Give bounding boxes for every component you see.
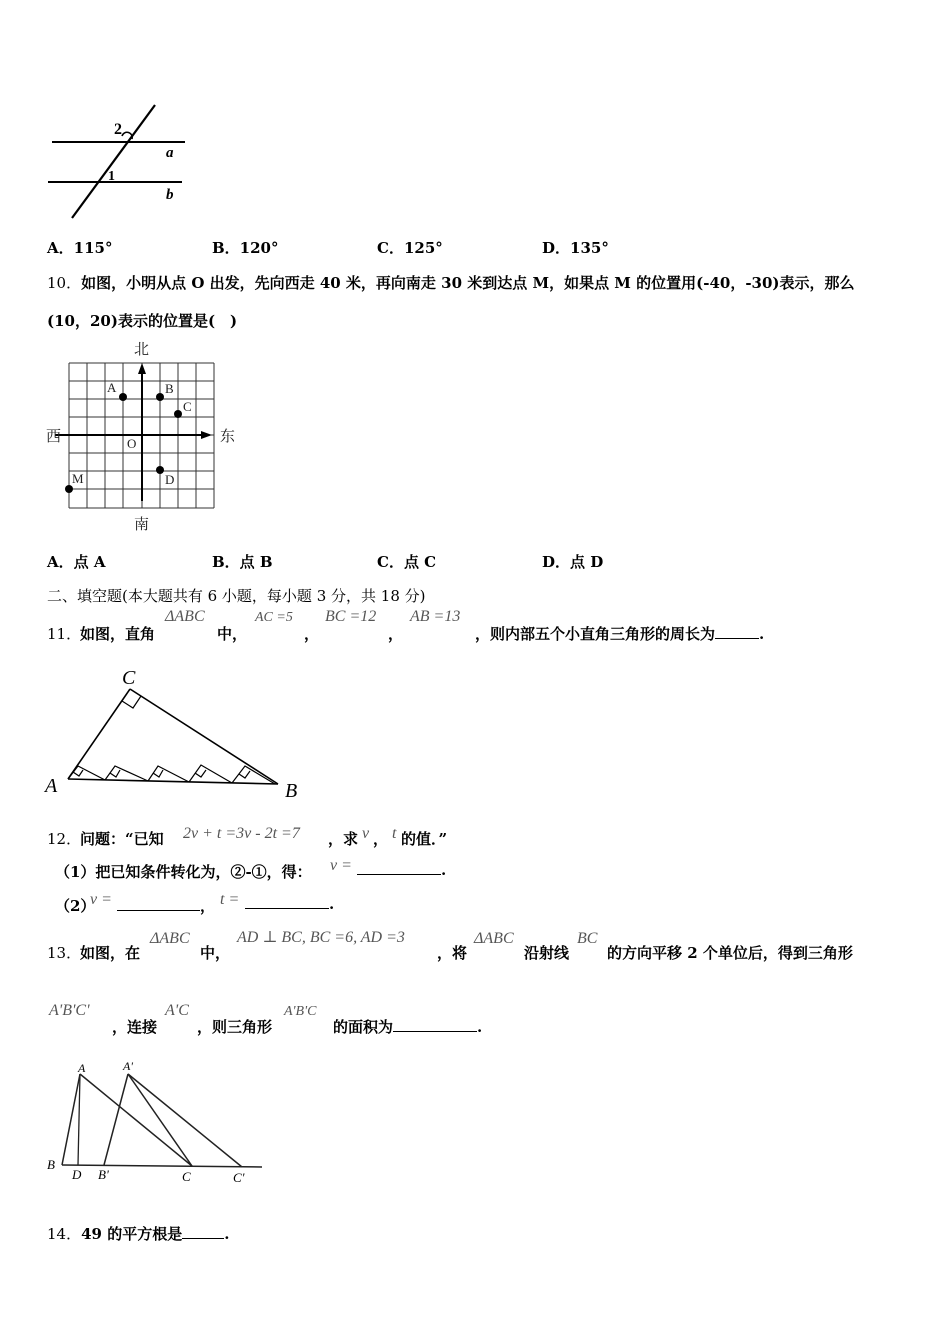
- q13-math-triangle2: ΔABC: [474, 930, 514, 947]
- q13-end: .: [477, 1018, 483, 1036]
- q10-point-m: M: [72, 471, 84, 486]
- q13-math-bc: BC: [577, 930, 598, 947]
- q10-west: 西: [46, 429, 62, 445]
- q10-grid-figure: [40, 336, 250, 536]
- q10-east: 东: [220, 429, 236, 445]
- q14-text: 49 的平方根是: [81, 1225, 183, 1243]
- q10-point-c: C: [183, 399, 192, 414]
- q11-sep1: ，: [304, 625, 320, 643]
- q12-part1-blank[interactable]: [357, 862, 441, 875]
- q13-text4: 沿射线: [524, 944, 570, 962]
- q11-answer-blank[interactable]: [715, 626, 759, 639]
- q13-math-triangle: ΔABC: [150, 930, 190, 947]
- q10-number: 10．: [47, 274, 82, 292]
- q9-label-2: 2: [114, 121, 122, 138]
- q12-part2-v-blank[interactable]: [117, 898, 200, 911]
- q11-math-ac: AC =5: [255, 610, 293, 625]
- q12-math-t: t: [392, 825, 397, 842]
- q10-text-line1: 如图，小明从点 O 出发，先向西走 40 米，再向南走 30 米到达点 M，如果点 M 的位置用(-40，-30)表示，那么: [81, 274, 855, 292]
- q11-math-ab: AB =13: [410, 608, 461, 625]
- q13-math-condition: AD ⊥ BC, BC =6, AD =3: [237, 929, 405, 946]
- q9-label-a: a: [166, 145, 174, 161]
- q14-end: .: [224, 1225, 230, 1243]
- q12-part2-t-line: [245, 895, 334, 913]
- q13-answer-blank[interactable]: [393, 1019, 477, 1032]
- q13-text2: 中，: [200, 944, 231, 962]
- q13-label-c: C: [182, 1169, 191, 1184]
- q14-answer-blank[interactable]: [182, 1226, 224, 1239]
- q12-part1-math: v =: [330, 857, 352, 874]
- q9-parallel-lines-figure: [40, 100, 190, 225]
- q11-label-c: C: [122, 667, 136, 689]
- q12-part2-end: .: [329, 895, 335, 913]
- q10-origin: O: [127, 436, 137, 451]
- q14-line: [47, 1223, 229, 1244]
- q12-math-v: v: [362, 825, 370, 842]
- q13-text5: 的方向平移 2 个单位后，得到三角形: [607, 944, 853, 962]
- q13-math-ac-prime: A'C: [165, 1002, 189, 1019]
- q10-option-a: A．点 A: [47, 553, 106, 571]
- q11-label-b: B: [285, 780, 298, 802]
- q10-south: 南: [134, 517, 150, 533]
- q11-text3: ，则内部五个小直角三角形的周长为: [475, 625, 716, 643]
- q10-north: 北: [134, 342, 150, 358]
- q9-option-c: C．125°: [377, 239, 443, 257]
- q13-text7: ，则三角形: [197, 1018, 273, 1036]
- q11-text2: 中，: [217, 625, 248, 643]
- q11-text1: 如图，直角: [80, 625, 156, 643]
- q11-math-bc: BC =12: [325, 608, 377, 625]
- q10-option-c: C．点 C: [377, 553, 437, 571]
- q12-part1-text: （1）把已知条件转化为，②-①，得：: [55, 863, 312, 881]
- q13-label-c-prime: C': [233, 1170, 245, 1185]
- q12-part2-math-v: v =: [90, 891, 112, 908]
- q11-label-a: A: [45, 775, 58, 797]
- q11-end: .: [759, 625, 765, 643]
- q11-text3-line: [475, 623, 764, 644]
- q12-part1-end: .: [441, 861, 447, 879]
- q13-label-a: A: [78, 1061, 86, 1075]
- q10-point-a: A: [107, 380, 117, 395]
- section-2-title: 二、填空题(本大题共有 6 小题，每小题 3 分，共 18 分): [47, 587, 426, 605]
- q13-text8: 的面积为: [333, 1018, 394, 1036]
- q12-part2-math-t: t =: [220, 891, 240, 908]
- q13-label-d: D: [72, 1167, 82, 1182]
- q13-math-triangle-target: A'B'C: [284, 1004, 317, 1019]
- q12-text1: 问题：“已知: [80, 830, 164, 848]
- q13-text1: 如图，在: [80, 944, 141, 962]
- q10-option-b: B．点 B: [212, 553, 273, 571]
- q13-number: 13．: [47, 944, 82, 962]
- q9-label-1: 1: [108, 169, 115, 184]
- q11-sep2: ，: [388, 625, 404, 643]
- q10-line2: (10，20)表示的位置是( ): [47, 312, 238, 330]
- q13-text6: ，连接: [112, 1018, 158, 1036]
- q9-label-b: b: [166, 187, 174, 203]
- q12-part2-v-line: [117, 895, 215, 916]
- q10-point-b: B: [165, 381, 174, 396]
- q9-option-b: B．120°: [212, 239, 279, 257]
- q13-label-b-prime: B': [98, 1167, 109, 1182]
- q13-text8-line: [333, 1016, 482, 1037]
- q9-option-a: A．115°: [47, 239, 113, 257]
- q12-text4: 的值．”: [401, 830, 448, 848]
- q12-part2-t-blank[interactable]: [245, 896, 329, 909]
- q11-math-triangle: ΔABC: [165, 608, 205, 625]
- q12-text3: ，: [373, 830, 389, 848]
- q11-number: 11．: [47, 625, 82, 643]
- q12-part2-label: （2）: [55, 897, 96, 915]
- q12-text2: ，求: [328, 830, 359, 848]
- q13-text3: ，将: [437, 944, 468, 962]
- q12-number: 12．: [47, 830, 82, 848]
- q12-math-equation: 2v + t =3v - 2t =7: [183, 825, 300, 842]
- q13-label-a-prime: A': [123, 1059, 133, 1073]
- q14-number: 14．: [47, 1225, 82, 1243]
- q10-point-d: D: [165, 472, 175, 487]
- q10-option-d: D．点 D: [542, 553, 604, 571]
- q13-math-abc-prime: A'B'C': [49, 1002, 90, 1019]
- q12-part2-sep: ，: [200, 897, 216, 915]
- q13-translation-figure: [40, 1058, 270, 1193]
- q9-option-d: D．135°: [542, 239, 609, 257]
- q13-label-b: B: [47, 1157, 55, 1172]
- q12-part1-blank-line: [357, 861, 446, 879]
- q11-triangle-figure: [40, 662, 310, 804]
- q10-line1: [47, 272, 855, 293]
